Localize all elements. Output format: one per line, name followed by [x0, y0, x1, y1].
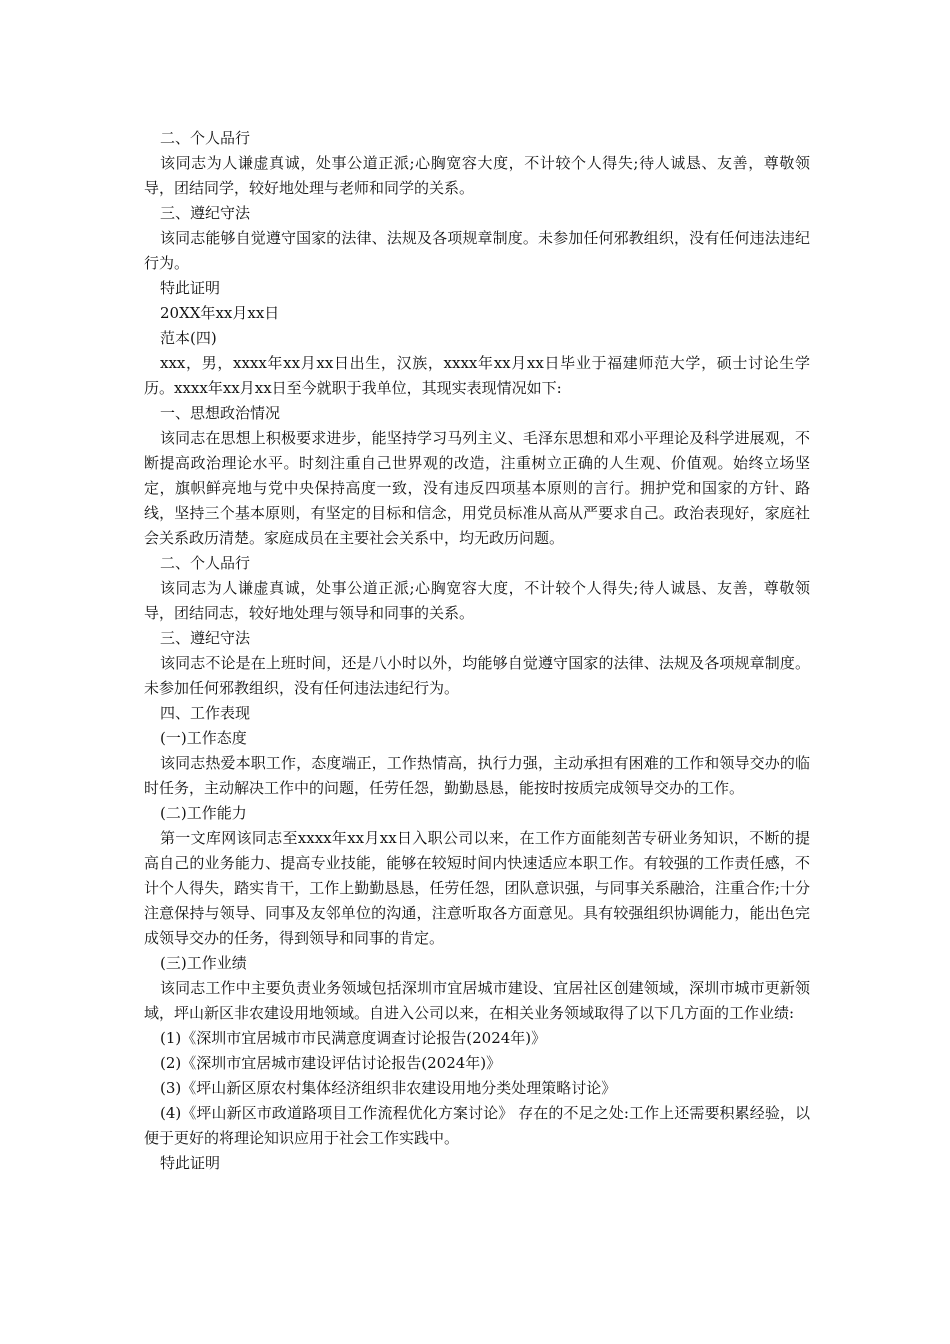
- heading-work-performance: 四、工作表现: [160, 704, 251, 722]
- paragraph-discipline-2: 该同志不论是在上班时间，还是八小时以外，均能够自觉遵守国家的法律、法规及各项规章制度。未参加任何邪教组织，没有任何违法违纪行为。: [144, 654, 810, 697]
- paragraph-work-results: 该同志工作中主要负责业务领域包括深圳市宜居城市建设、宜居社区创建领域，深圳市城市更新领域，坪山新区非农建设用地领域。自进入公司以来，在相关业务领域取得了以下几方面的工作业绩:: [144, 979, 810, 1022]
- heading-discipline-2: 三、遵纪守法: [160, 629, 251, 647]
- list-item: (3)《坪山新区原农村集体经济组织非农建设用地分类处理策略讨论》: [160, 1079, 617, 1097]
- certification-line-2: 特此证明: [160, 1154, 221, 1172]
- paragraph-personal-conduct-2: 该同志为人谦虚真诚，处事公道正派;心胸宽容大度，不计较个人得失;待人诚恳、友善，尊敬领导，团结同志，较好地处理与领导和同事的关系。: [144, 579, 810, 622]
- certification-line: 特此证明: [160, 279, 221, 297]
- heading-personal-conduct-2: 二、个人品行: [160, 554, 251, 572]
- list-item: (2)《深圳市宜居城市建设评估讨论报告(2024年)》: [160, 1054, 502, 1072]
- document-body: [144, 126, 810, 1176]
- paragraph-discipline: 该同志能够自觉遵守国家的法律、法规及各项规章制度。未参加任何邪教组织，没有任何违法违纪行为。: [144, 229, 810, 272]
- paragraph-list-item-4: (4)《坪山新区市政道路项目工作流程优化方案讨论》 存在的不足之处:工作上还需要积累经验，以便于更好的将理论知识应用于社会工作实践中。: [144, 1104, 810, 1147]
- heading-political: 一、思想政治情况: [160, 404, 281, 422]
- date-line: 20XX年xx月xx日: [160, 304, 280, 322]
- paragraph-intro: xxx，男，xxxx年xx月xx日出生，汉族，xxxx年xx月xx日毕业于福建师范大学，硕士讨论生学历。xxxx年xx月xx日至今就职于我单位，其现实表现情况如下:: [144, 354, 810, 397]
- heading-work-attitude: (一)工作态度: [160, 729, 247, 747]
- heading-work-ability: (二)工作能力: [160, 804, 247, 822]
- paragraph-personal-conduct: 该同志为人谦虚真诚，处事公道正派;心胸宽容大度，不计较个人得失;待人诚恳、友善，尊敬领导，团结同学，较好地处理与老师和同学的关系。: [144, 154, 810, 197]
- paragraph-work-attitude: 该同志热爱本职工作，态度端正，工作热情高，执行力强，主动承担有困难的工作和领导交办的临时任务，主动解决工作中的问题，任劳任怨，勤勤恳恳，能按时按质完成领导交办的工作。: [144, 754, 810, 797]
- paragraph-political: 该同志在思想上积极要求进步，能坚持学习马列主义、毛泽东思想和邓小平理论及科学进展观，不断提高政治理论水平。时刻注重自己世界观的改造，注重树立正确的人生观、价值观。始终立场坚定，旗帜鲜亮地与党中央保持高度一致，没有违反四项基本原则的言行。拥护党和国家的方针、路线，坚持三个基本原则，有坚定的目标和信念，用党员标准从高从严要求自己。政治表现好，家庭社会关系政历清楚。家庭成员在主要社会关系中，均无政历问题。: [144, 429, 810, 547]
- template-title: 范本(四): [160, 329, 217, 347]
- heading-discipline: 三、遵纪守法: [160, 204, 251, 222]
- list-item: (1)《深圳市宜居城市市民满意度调查讨论报告(2024年)》: [160, 1029, 547, 1047]
- paragraph-work-ability: 第一文库网该同志至xxxx年xx月xx日入职公司以来，在工作方面能刻苦专研业务知识，不断的提高自己的业务能力、提高专业技能，能够在较短时间内快速适应本职工作。有较强的工作责任感，不计个人得失，踏实肯干，工作上勤勤恳恳，任劳任怨，团队意识强，与同事关系融洽，注重合作;十分注意保持与领导、同事及友邻单位的沟通，注意听取各方面意见。具有较强组织协调能力，能出色完成领导交办的任务，得到领导和同事的肯定。: [144, 829, 810, 947]
- heading-work-results: (三)工作业绩: [160, 954, 247, 972]
- heading-personal-conduct: 二、个人品行: [160, 129, 251, 147]
